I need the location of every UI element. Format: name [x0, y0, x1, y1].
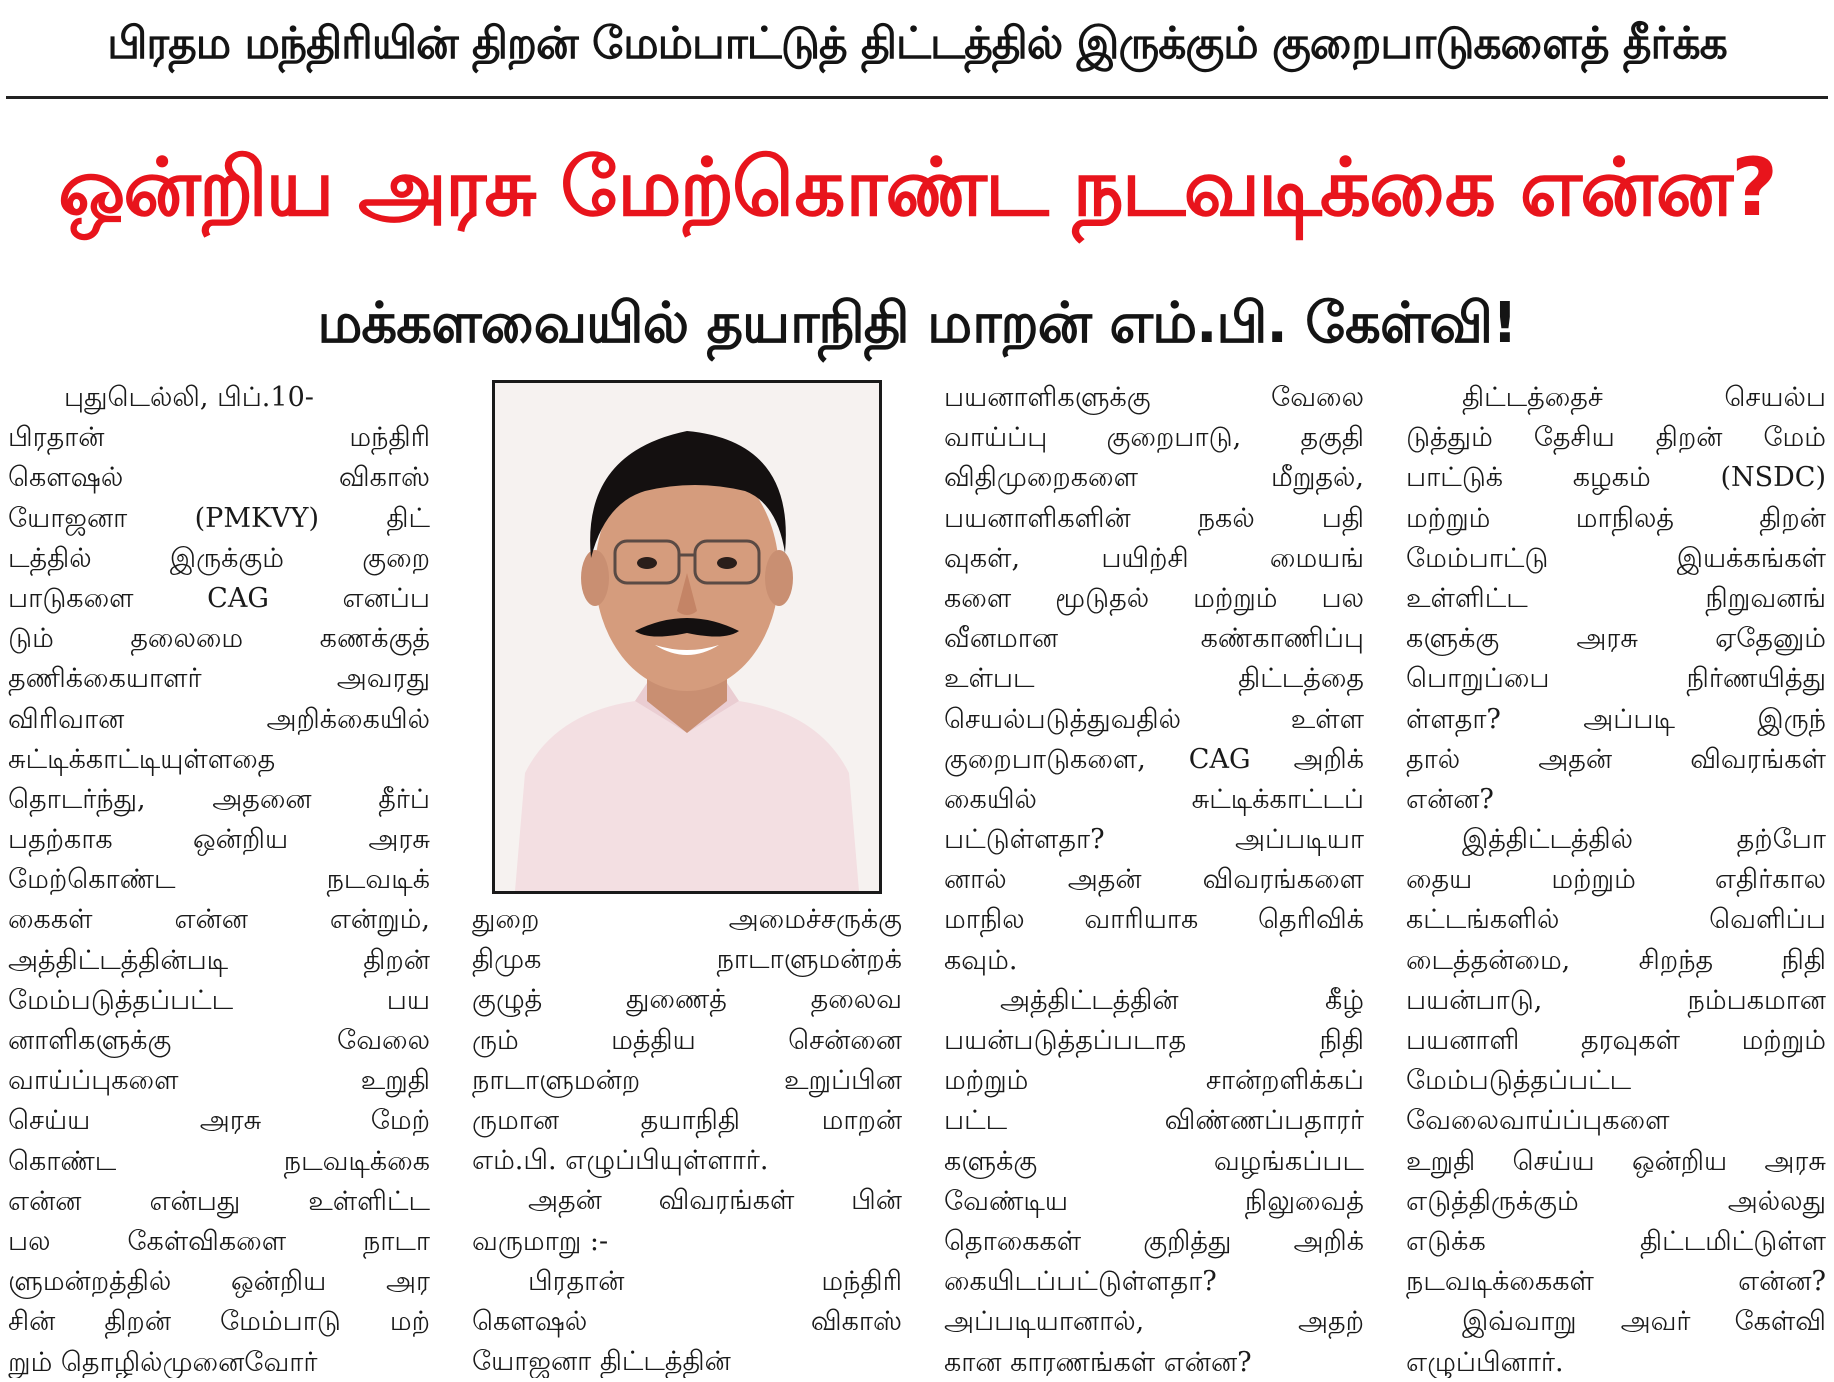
text-line: நாடாளுமன்ற உறுப்பின: [472, 1064, 902, 1096]
text-line: களுக்கு வழங்கப்பட: [944, 1145, 1364, 1177]
text-line: வாய்ப்புகளை உறுதி: [8, 1065, 430, 1097]
text-line: இவ்வாறு அவர் கேள்வி: [1462, 1306, 1826, 1338]
text-line: விதிமுறைகளை மீறுதல்,: [944, 462, 1364, 494]
text-line: ரும் மத்திய சென்னை: [472, 1024, 902, 1056]
text-line: என்ன என்பது உள்ளிட்ட: [8, 1185, 430, 1217]
text-line: தால் அதன் விவரங்கள்: [1406, 743, 1826, 775]
text-line: கான காரணங்கள் என்ன?: [944, 1346, 1252, 1378]
text-line: மாநில வாரியாக தெரிவிக்: [944, 904, 1364, 936]
text-line: டும் தலைமை கணக்குத்: [8, 623, 430, 655]
text-line: நடவடிக்கைகள் என்ன?: [1406, 1266, 1826, 1298]
text-line: பயன்படுத்தப்படாத நிதி: [944, 1025, 1364, 1056]
text-line: கௌஷல் விகாஸ்: [8, 462, 430, 494]
text-line: டத்தில் இருக்கும் குறை: [8, 542, 430, 574]
text-line: றும் தொழில்முனைவோர்: [8, 1346, 318, 1378]
text-line: மேற்கொண்ட நடவடிக்: [8, 864, 430, 896]
text-line: தொடர்ந்து, அதனை தீர்ப்: [8, 783, 430, 815]
text-line: குறைபாடுகளை, CAG அறிக்: [944, 743, 1364, 775]
article-column-4: [1406, 378, 1826, 1378]
text-line: எம்.பி. எழுப்பியுள்ளார்.: [472, 1145, 769, 1177]
main-headline: ஒன்றிய அரசு மேற்கொண்ட நடவடிக்கை என்ன?: [58, 141, 1776, 234]
text-line: எடுக்க திட்டமிட்டுள்ள: [1406, 1225, 1826, 1257]
text-line: டைத்தன்மை, சிறந்த நிதி: [1406, 944, 1826, 976]
text-line: கௌஷல் விகாஸ்: [472, 1305, 902, 1337]
text-line: யோஜனா திட்டத்தின்: [472, 1346, 731, 1378]
text-line: என்ன?: [1406, 783, 1494, 815]
text-line: பதற்காக ஒன்றிய அரசு: [8, 824, 430, 856]
portrait-photo-icon: [495, 383, 879, 891]
text-line: விரிவான அறிக்கையில்: [8, 703, 430, 735]
text-line: அத்திட்டத்தின்படி திறன்: [8, 944, 430, 976]
text-line: அத்திட்டத்தின் கீழ்: [1000, 984, 1364, 1016]
text-line: எழுப்பினார்.: [1406, 1346, 1564, 1378]
text-line: உள்பட திட்டத்தை: [944, 663, 1364, 695]
text-line: கட்டங்களில் வெளிப்ப: [1406, 904, 1826, 936]
text-line: வருமாறு :-: [472, 1225, 609, 1257]
text-line: இத்திட்டத்தில் தற்போ: [1462, 824, 1826, 856]
text-line: உள்ளிட்ட நிறுவனங்: [1406, 582, 1826, 614]
text-line: வேண்டிய நிலுவைத்: [944, 1185, 1364, 1217]
sub-headline: மக்களவையில் தயாநிதி மாறன் எம்.பி. கேள்வி!: [317, 291, 1517, 356]
text-line: தொகைகள் குறித்து அறிக்: [944, 1225, 1364, 1257]
text-line: பிரதான் மந்திரி: [528, 1265, 902, 1297]
text-line: பயன்பாடு, நம்பகமான: [1406, 984, 1826, 1016]
text-line: கொண்ட நடவடிக்கை: [8, 1145, 430, 1177]
text-line: களை மூடுதல் மற்றும் பல: [944, 582, 1364, 614]
text-line: மேம்படுத்தப்பட்ட: [1406, 1065, 1632, 1097]
text-line: பயனாளிகளுக்கு வேலை: [944, 382, 1364, 413]
text-line: வுகள், பயிற்சி மையங்: [944, 542, 1364, 574]
text-line: மற்றும் சான்றளிக்கப்: [944, 1065, 1364, 1097]
text-line: திமுக நாடாளுமன்றக்: [472, 944, 902, 976]
text-line: ருமான தயாநிதி மாறன்: [472, 1104, 902, 1136]
text-line: கையில் சுட்டிக்காட்டப்: [944, 783, 1364, 815]
text-line: பாடுகளை CAG எனப்ப: [8, 582, 430, 614]
text-line: மேம்படுத்தப்பட்ட பய: [8, 984, 430, 1016]
text-line: எடுத்திருக்கும் அல்லது: [1406, 1185, 1826, 1217]
text-line: அப்படியானால், அதற்: [944, 1306, 1364, 1338]
article-column-2: [472, 900, 902, 1378]
text-line: குழுத் துணைத் தலைவ: [472, 984, 902, 1016]
text-line: கையிடப்பட்டுள்ளதா?: [944, 1266, 1217, 1298]
text-line: மேம்பாட்டு இயக்கங்கள்: [1406, 542, 1826, 574]
text-line: பாட்டுக் கழகம் (NSDC): [1406, 462, 1826, 494]
text-line: திட்டத்தைச் செயல்ப: [1462, 382, 1826, 413]
text-line: பொறுப்பை நிர்ணயித்து: [1406, 663, 1826, 695]
text-line: வேலைவாய்ப்புகளை: [1406, 1105, 1670, 1137]
text-line: புதுடெல்லி, பிப்.10-: [64, 382, 314, 413]
text-line: னாளிகளுக்கு வேலை: [8, 1025, 430, 1056]
text-line: சுட்டிக்காட்டியுள்ளதை: [8, 743, 276, 775]
text-line: பட்டுள்ளதா? அப்படியா: [944, 824, 1364, 856]
text-line: பட்ட விண்ணப்பதாரர்: [944, 1105, 1364, 1137]
article-column-1: [8, 378, 430, 1378]
text-line: பயனாளிகளின் நகல் பதி: [944, 502, 1364, 534]
text-line: செயல்படுத்துவதில் உள்ள: [944, 703, 1364, 735]
text-line: அதன் விவரங்கள் பின்: [528, 1185, 902, 1217]
text-line: வாய்ப்பு குறைபாடு, தகுதி: [944, 422, 1364, 454]
text-line: மற்றும் மாநிலத் திறன்: [1406, 502, 1826, 534]
text-line: கவும்.: [944, 944, 1018, 976]
article-column-3: [944, 378, 1364, 1378]
text-line: உறுதி செய்ய ஒன்றிய அரசு: [1406, 1145, 1826, 1177]
text-line: துறை அமைச்சருக்கு: [472, 904, 902, 935]
text-line: யோஜனா (PMKVY) திட்: [8, 502, 430, 534]
text-line: கைகள் என்ன என்றும்,: [8, 904, 430, 936]
portrait-photo: [492, 380, 882, 894]
text-line: பல கேள்விகளை நாடா: [8, 1225, 430, 1257]
text-line: ளுமன்றத்தில் ஒன்றிய அர: [8, 1266, 430, 1298]
text-line: பிரதான் மந்திரி: [8, 422, 430, 454]
text-line: னால் அதன் விவரங்களை: [944, 864, 1364, 896]
kicker-heading: பிரதம மந்திரியின் திறன் மேம்பாட்டுத் திட்டத்தில் இருக்கும் குறைபாடுகளைத் தீர்க்க: [107, 17, 1727, 69]
text-line: தைய மற்றும் எதிர்கால: [1406, 864, 1826, 896]
text-line: செய்ய அரசு மேற்: [8, 1105, 430, 1137]
text-line: ள்ளதா? அப்படி இருந்: [1406, 703, 1826, 735]
text-line: சின் திறன் மேம்பாடு மற்: [8, 1306, 430, 1338]
text-line: களுக்கு அரசு ஏதேனும்: [1406, 623, 1826, 655]
text-line: பயனாளி தரவுகள் மற்றும்: [1406, 1025, 1826, 1056]
text-line: வீனமான கண்காணிப்பு: [944, 623, 1364, 655]
text-line: டுத்தும் தேசிய திறன் மேம்: [1406, 422, 1826, 454]
kicker-divider: [6, 96, 1828, 99]
text-line: தணிக்கையாளர் அவரது: [8, 663, 430, 695]
